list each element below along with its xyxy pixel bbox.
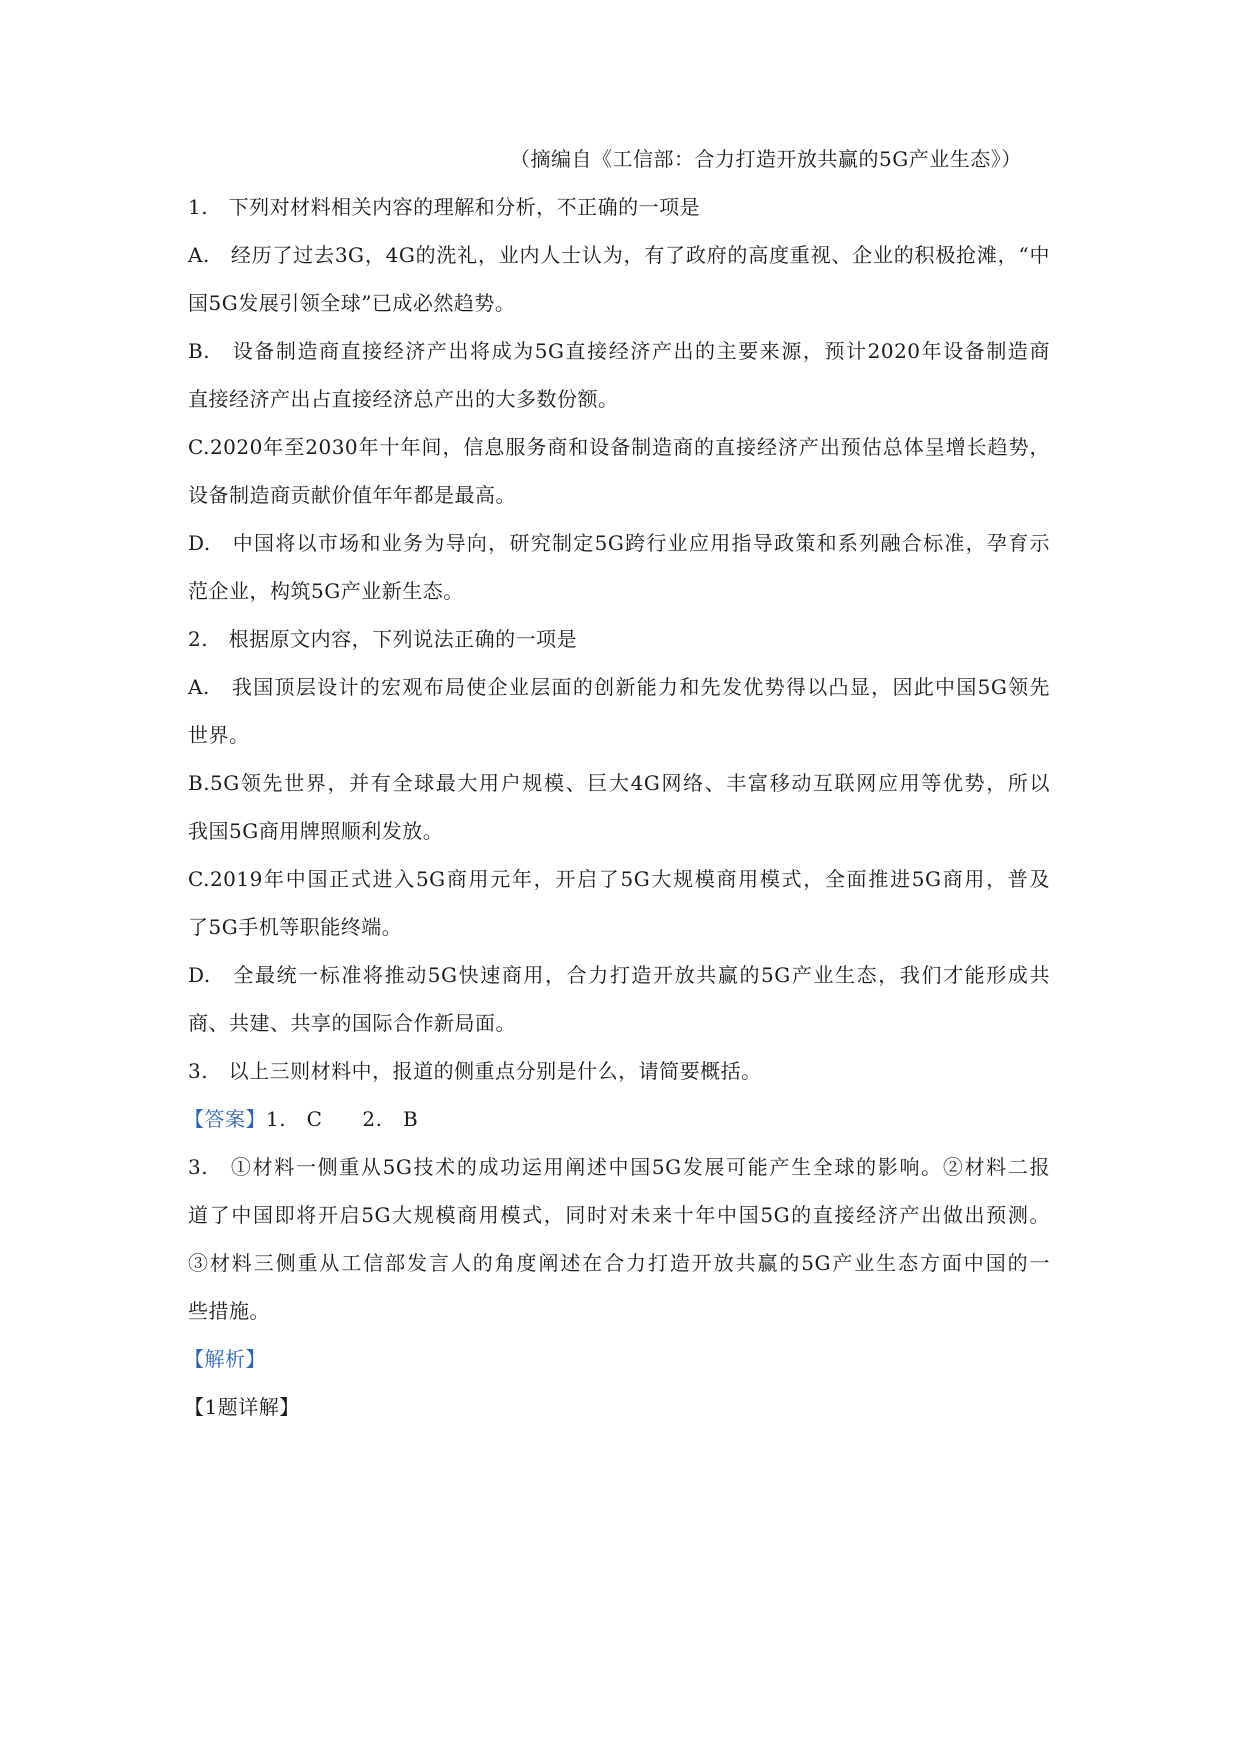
q1-option-a-line2: 国5G发展引领全球”已成必然趋势。 [188,291,516,315]
q1-option-b-line1: B. 设备制造商直接经济产出将成为5G直接经济产出的主要来源，预计2020年设备制造商 [188,339,1050,363]
q2-option-d-line2: 商、共建、共享的国际合作新局面。 [188,1011,516,1035]
q2-option-a-line1: A. 我国顶层设计的宏观布局使企业层面的创新能力和先发优势得以凸显，因此中国5G领先 [188,675,1050,699]
answer-2: 2. B [362,1107,419,1131]
source-citation: （摘编自《工信部：合力打造开放共赢的5G产业生态》） [510,147,1022,171]
q2-option-d-line1: D. 全最统一标准将推动5G快速商用，合力打造开放共赢的5G产业生态，我们才能形成共 [188,963,1050,987]
answer-3-line3: ③材料三侧重从工信部发言人的角度阐述在合力打造开放共赢的5G产业生态方面中国的一 [188,1251,1050,1275]
q2-option-b-line2: 我国5G商用牌照顺利发放。 [188,819,444,843]
question-1-stem: 1. 下列对材料相关内容的理解和分析，不正确的一项是 [188,195,701,219]
q1-option-d-line2: 范企业，构筑5G产业新生态。 [188,579,464,603]
answer-1: 1. C [266,1107,323,1131]
answer-3-line2: 道了中国即将开启5G大规模商用模式，同时对未来十年中国5G的直接经济产出做出预测。 [188,1203,1050,1227]
analysis-label: 【解析】 [184,1347,266,1371]
answer-3-line4: 些措施。 [188,1299,270,1323]
analysis-sub-heading: 【1题详解】 [184,1395,300,1419]
q1-option-c-line1: C.2020年至2030年十年间，信息服务商和设备制造商的直接经济产出预估总体呈增长趋势， [188,435,1050,459]
q1-option-a-line1: A. 经历了过去3G，4G的洗礼，业内人士认为，有了政府的高度重视、企业的积极抢滩，“中 [188,243,1050,267]
answer-heading [184,1105,418,1133]
answer-3-line1: 3. ①材料一侧重从5G技术的成功运用阐述中国5G发展可能产生全球的影响。②材料二报 [188,1155,1050,1179]
q1-option-d-line1: D. 中国将以市场和业务为导向，研究制定5G跨行业应用指导政策和系列融合标准，孕育示 [188,531,1050,555]
question-3-stem: 3. 以上三则材料中，报道的侧重点分别是什么，请简要概括。 [188,1059,762,1083]
answer-label: 【答案】 [184,1107,266,1131]
q2-option-c-line2: 了5G手机等职能终端。 [188,915,403,939]
q1-option-b-line2: 直接经济产出占直接经济总产出的大多数份额。 [188,387,619,411]
q2-option-c-line1: C.2019年中国正式进入5G商用元年，开启了5G大规模商用模式，全面推进5G商用，普及 [188,867,1050,891]
question-2-stem: 2. 根据原文内容，下列说法正确的一项是 [188,627,578,651]
q2-option-a-line2: 世界。 [188,723,250,747]
q1-option-c-line2: 设备制造商贡献价值年年都是最高。 [188,483,516,507]
q2-option-b-line1: B.5G领先世界，并有全球最大用户规模、巨大4G网络、丰富移动互联网应用等优势，所以 [188,771,1050,795]
